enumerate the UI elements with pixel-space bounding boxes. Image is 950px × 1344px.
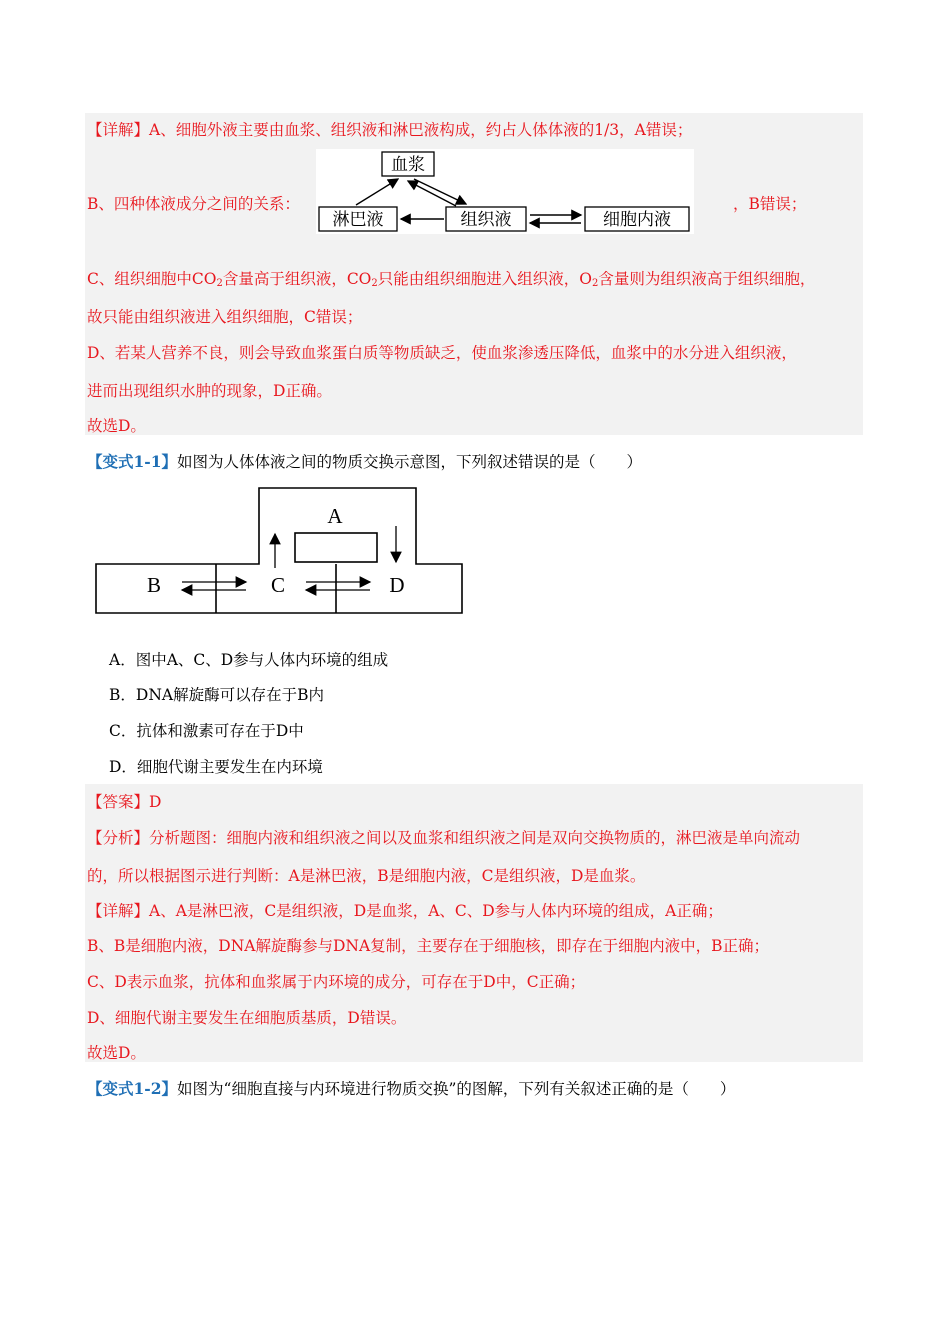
analysis-tag: 【分析】 [87, 829, 150, 847]
option-c: C．抗体和激素可存在于D中 [109, 722, 304, 740]
option-a: A．图中A、C、D参与人体内环境的组成 [109, 651, 389, 669]
option-b: B．DNA解旋酶可以存在于B内 [109, 686, 324, 704]
detail-2-line-c: C、D表示血浆，抗体和血浆属于内环境的成分，可存在于D中，C正确； [87, 973, 586, 991]
detail-line-a: 【详解】A、细胞外液主要由血浆、组织液和淋巴液构成，约占人体体液的1/3，A错误； [87, 121, 693, 139]
fluid-exchange-diagram [94, 486, 464, 616]
answer-tag: 【答案】 [87, 793, 150, 811]
answer-line [87, 790, 161, 812]
conclusion-2: 故选D。 [87, 1044, 146, 1062]
variant-1-1-tag: 【变式1-1】 [87, 452, 178, 471]
lymph-label: 淋巴液 [332, 210, 384, 230]
detail-tag: 【详解】 [87, 121, 150, 139]
arrow-tissue-to-plasma [408, 181, 456, 206]
label-c: C [270, 573, 286, 597]
label-b: B [146, 573, 162, 597]
conclusion-1: 故选D。 [87, 417, 146, 435]
tissue-fluid-label: 组织液 [460, 210, 512, 230]
compartment-a-box [295, 533, 377, 562]
body-fluid-relationship-diagram [316, 149, 694, 234]
intracellular-fluid-label: 细胞内液 [603, 210, 671, 230]
option-d: D．细胞代谢主要发生在内环境 [109, 758, 323, 776]
detail-tag-2: 【详解】 [87, 902, 150, 920]
label-a: A [327, 504, 343, 528]
detail-line-c-2: 故只能由组织液进入组织细胞，C错误； [87, 308, 363, 326]
variant-1-2-question: 【变式1-2】如图为“细胞直接与内环境进行物质交换”的图解，下列有关叙述正确的是（ ） [87, 1079, 736, 1098]
detail-line-d-1: D、若某人营养不良，则会导致血浆蛋白质等物质缺乏，使血浆渗透压降低，血浆中的水分进入组织液， [87, 344, 797, 362]
detail-2-line-b: B、B是细胞内液，DNA解旋酶参与DNA复制，主要存在于细胞核，即存在于细胞内液中，B正确； [87, 937, 770, 955]
detail-line-d-2: 进而出现组织水肿的现象，D正确。 [87, 382, 332, 400]
analysis-line-2: 的，所以根据图示进行判断：A是淋巴液，B是细胞内液，C是组织液，D是血浆。 [87, 867, 646, 885]
arrow-lymph-to-plasma [356, 179, 398, 205]
detail-2-line-a: 【详解】A、A是淋巴液，C是组织液，D是血浆，A、C、D参与人体内环境的组成，A正确； [87, 902, 723, 920]
detail-line-c-1: C、组织细胞中$CO_2$含量高于组织液，$CO_2$只能由组织细胞进入组织液，$O_2$含量则为组织液高于组织细胞， [87, 270, 816, 289]
label-d: D [389, 573, 405, 597]
plasma-label: 血浆 [391, 155, 425, 175]
detail-line-b-suffix: ，B错误； [733, 195, 807, 213]
detail-line-b-prefix: B、四种体液成分之间的关系： [87, 195, 300, 213]
answer-value: D [149, 793, 162, 811]
variant-1-1-question: 【变式1-1】如图为人体体液之间的物质交换示意图，下列叙述错误的是（ ） [87, 452, 643, 471]
arrow-plasma-to-tissue [414, 179, 466, 204]
detail-2-line-d: D、细胞代谢主要发生在细胞质基质，D错误。 [87, 1009, 407, 1027]
analysis-line-1: 【分析】分析题图：细胞内液和组织液之间以及血浆和组织液之间是双向交换物质的，淋巴液是单向流动 [87, 829, 801, 847]
variant-1-2-tag: 【变式1-2】 [87, 1079, 178, 1098]
